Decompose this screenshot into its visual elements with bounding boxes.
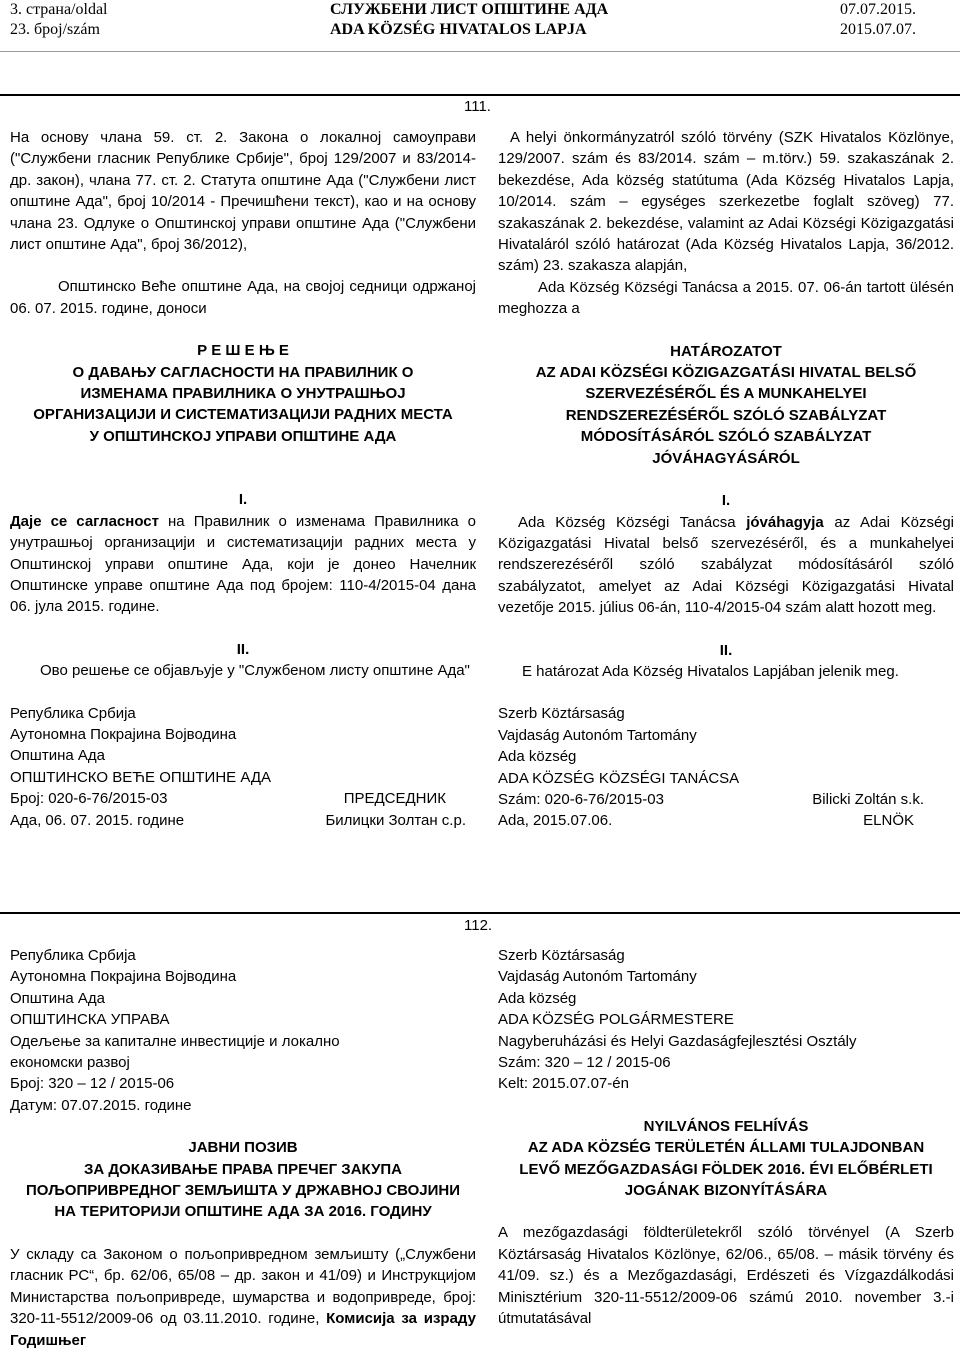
article-1-emphasis-sr: Даје се сагласност: [10, 512, 159, 530]
header-journal-title-hu: ADA KÖZSÉG HIVATALOS LAPJA: [330, 21, 587, 38]
decision-title-sr: О ДАВАЊУ САГЛАСНОСТИ НА ПРАВИЛНИК О ИЗМЕНАМА ПРАВИЛНИКА О УНУТРАШЊОЈ ОРГАНИЗАЦИЈИ И СИСТЕМАТИЗАЦИЈИ РАДНИХ МЕСТА У ОПШТИНСКОЈ УПРАВИ ОПШТИНЕ АДА: [33, 363, 453, 445]
signature-date-row-sr: [10, 810, 476, 831]
public-call-text-sr: У складу са Законом о пољопривредном земљишту („Службени гласник РС“, бр. 62/06, 65/08 – др. закон и 41/09) и Инструкцијом Министарства пољопривреде, шумарства и водопривреде, број: 320-11-5512/2009-06 од 03.11.2010. године,: [10, 1245, 476, 1328]
article-2-text-hu: E határozat Ada Község Hivatalos Lapjában jelenik meg.: [522, 662, 899, 680]
section-111-serbian-column: [10, 127, 476, 831]
public-call-body-sr: [10, 1244, 476, 1351]
preamble-sr: На основу члана 59. ст. 2. Закона о локалној самоуправи ("Службени гласник Републике Србије", број 129/2007 и 83/2014- др. закон), члана 77. ст. 2. Статута општине Ада ("Службени лист општине Ада", број 10/2014 - Пречишћени текст), као и на основу члана 23. Одлуке о Општинској управи општине Ада ("Службени лист општине Ада", број 36/2012),: [10, 129, 476, 254]
header-date-sr: 07.07.2015.: [840, 1, 916, 18]
signature-name-hu: Bilicki Zoltán s.k.: [812, 790, 924, 808]
signature-date-sr: Ада, 06. 07. 2015. године: [10, 811, 185, 829]
header-page-left-bottom: 23. број/szám: [10, 21, 100, 38]
public-call-heading-hu: NYILVÁNOS FELHÍVÁS: [643, 1117, 809, 1135]
signature-role-hu: ELNÖK: [863, 812, 914, 830]
signature-province-sr: Аутономна Покрајина Војводина: [10, 725, 237, 743]
signature-name-sr: Билицки Золтан с.р.: [325, 811, 466, 829]
header-municipality-hu: Ada község: [498, 989, 577, 1007]
article-2-text-sr: Ово решење се објављује у "Службеном листу општине Ада": [40, 662, 470, 680]
article-1-rest-sr: на Правилник о изменама Правилника о унутрашњој организацији и систематизацији радних места у Општинској управи општине Ада, који је донео Начелник Општинске управе општине Ада под бројем: 110-4/2015-04 дана 06. јула 2015. године.: [10, 512, 476, 616]
article-1-text-sr: [10, 511, 476, 618]
decision-heading-sr: Р Е Ш Е Њ Е: [197, 342, 289, 360]
signature-body-hu: ADA KÖZSÉG KÖZSÉGI TANÁCSA: [498, 769, 740, 787]
section-112-serbian-column: [10, 945, 476, 1351]
decision-heading-hu: HATÁROZATOT: [670, 342, 782, 360]
article-2-number-sr: II.: [236, 640, 250, 658]
header-date-hu: 2015.07.07.: [840, 21, 916, 38]
signature-province-hu: Vajdaság Autonóm Tartomány: [498, 726, 697, 744]
signature-role-sr: ПРЕДСЕДНИК: [343, 790, 446, 808]
public-call-emphasis-sr: Комисија за израду Годишњег: [10, 1310, 476, 1349]
header-country-hu: Szerb Köztársaság: [498, 947, 625, 964]
article-1-text-hu: [498, 512, 954, 619]
section-112-hungarian-column: [498, 945, 954, 1330]
header-journal-title-sr: СЛУЖБЕНИ ЛИСТ ОПШТИНЕ АДА: [330, 1, 609, 18]
article-1-number-hu: I.: [721, 492, 731, 510]
article-1-number-sr: I.: [238, 491, 248, 509]
signature-number-sr: Број: 020-6-76/2015-03: [10, 790, 168, 808]
header-municipality-sr: Општина Ада: [10, 989, 105, 1007]
article-1-rest-hu: az Adai Községi Közigazgatási Hivatal belső szervezéséről, és a munkahelyei rendszerezéséről szóló szabályzat módosításáról szóló szabályzatot, amelyet az Adai Községi Közigazgatási Hivatal vezetője 2015. július 06-án, 110-4/2015-04 szám alatt hozott meg.: [498, 513, 955, 617]
signature-municipality-sr: Општина Ада: [10, 747, 105, 765]
public-call-heading-sr: ЈАВНИ ПОЗИВ: [188, 1139, 298, 1157]
signature-municipality-hu: Ada község: [498, 748, 577, 766]
header-rule: [0, 51, 960, 52]
header-province-hu: Vajdaság Autonóm Tartomány: [498, 968, 697, 986]
council-statement-sr: Општинско Веће општине Ада, на својој седници одржаној 06. 07. 2015. године, доноси: [10, 278, 476, 317]
section-111-top-rule: [0, 94, 960, 96]
signature-date-hu: Ada, 2015.07.06.: [498, 812, 613, 830]
signature-country-sr: Република Србија: [10, 704, 136, 722]
header-country-sr: Република Србија: [10, 947, 136, 964]
section-111-number: 111.: [464, 98, 491, 115]
header-number-hu: Szám: 320 – 12 / 2015-06: [498, 1054, 671, 1072]
section-112-number: 112.: [464, 917, 493, 934]
signature-number-hu: Szám: 020-6-76/2015-03: [498, 790, 664, 808]
article-1-pre-hu: Ada Község Községi Tanácsa: [518, 513, 747, 531]
signature-body-sr: ОПШТИНСКО ВЕЋЕ ОПШТИНЕ АДА: [10, 768, 272, 786]
header-administration-sr: ОПШТИНСКА УПРАВА: [10, 1011, 170, 1029]
signature-number-row-sr: [10, 788, 476, 809]
header-department-sr: Одељење за капиталне инвестиције и локално економски развој: [10, 1032, 340, 1072]
header-department-hu: Nagyberuházási és Helyi Gazdaságfejlesztési Osztály: [498, 1032, 857, 1050]
section-112-top-rule: [0, 912, 960, 914]
signature-date-row-hu: [498, 810, 954, 831]
header-date-hu: Kelt: 2015.07.07-én: [498, 1075, 629, 1093]
header-page-left-top: 3. страна/oldal: [10, 1, 108, 18]
header-date-sr: Датум: 07.07.2015. године: [10, 1096, 192, 1114]
public-call-body-hu: A mezőgazdasági földterületekről szóló törvényel (A Szerb Köztársaság Hivatalos Közlönye, 62/06., 65/08. – másik törvény és 41/09. sz.) és a Mezőgazdasági, Erdészeti és Vízgazdálkodási Minisztérium 320-11-5512/2009-06 számú 2010. november 3.-i útmutatásával: [498, 1224, 954, 1328]
section-111-hungarian-column: [498, 127, 954, 832]
public-call-title-sr: ЗА ДОКАЗИВАЊЕ ПРАВА ПРЕЧЕГ ЗАКУПА ПОЉОПРИВРЕДНОГ ЗЕМЉИШТА У ДРЖАВНОЈ СВОЈИНИ НА ТЕРИТОРИЈИ ОПШТИНЕ АДА ЗА 2016. ГОДИНУ: [25, 1160, 461, 1221]
article-2-number-hu: II.: [719, 641, 733, 659]
council-statement-hu: Ada Község Községi Tanácsa a 2015. 07. 06-án tartott ülésén meghozza a: [498, 278, 954, 318]
public-call-title-hu: AZ ADA KÖZSÉG TERÜLETÉN ÁLLAMI TULAJDONBAN LEVŐ MEZŐGAZDASÁGI FÖLDEK 2016. ÉVI ELŐBÉRLETI JOGÁNAK BIZONYÍTÁSÁRA: [519, 1139, 933, 1200]
header-number-sr: Број: 320 – 12 / 2015-06: [10, 1075, 175, 1093]
article-1-emphasis-hu: jóváhagyja: [746, 513, 824, 531]
preamble-hu: A helyi önkormányzatról szóló törvény (SZK Hivatalos Közlönye, 129/2007. szám és 83/2014. szám – m.törv.) 59. szakaszának 2. bekezdése, Ada község statútuma (Ada Község Hivatalos Lapja, 10/2014. szám – egységes szerkezetbe foglalt szöveg) 77. szakaszának 2. bekezdése, valamint az Adai Községi Közigazgatási Hivataláról szóló határozat (Ada Község Hivatalos Lapja, 36/2012. szám) 23. szakasza alapján,: [498, 129, 954, 275]
decision-title-hu: AZ ADAI KÖZSÉGI KÖZIGAZGATÁSI HIVATAL BELSŐ SZERVEZÉSÉRŐL ÉS A MUNKAHELYEI RENDSZEREZÉSÉRŐL SZÓLÓ SZABÁLYZAT MÓDOSÍTÁSÁRÓL SZÓLÓ SZABÁLYZAT JÓVÁHAGYÁSÁRÓL: [535, 364, 917, 467]
header-mayor-hu: ADA KÖZSÉG POLGÁRMESTERE: [498, 1011, 734, 1029]
signature-number-row-hu: [498, 789, 954, 810]
signature-country-hu: Szerb Köztársaság: [498, 705, 625, 723]
header-province-sr: Аутономна Покрајина Војводина: [10, 968, 237, 986]
